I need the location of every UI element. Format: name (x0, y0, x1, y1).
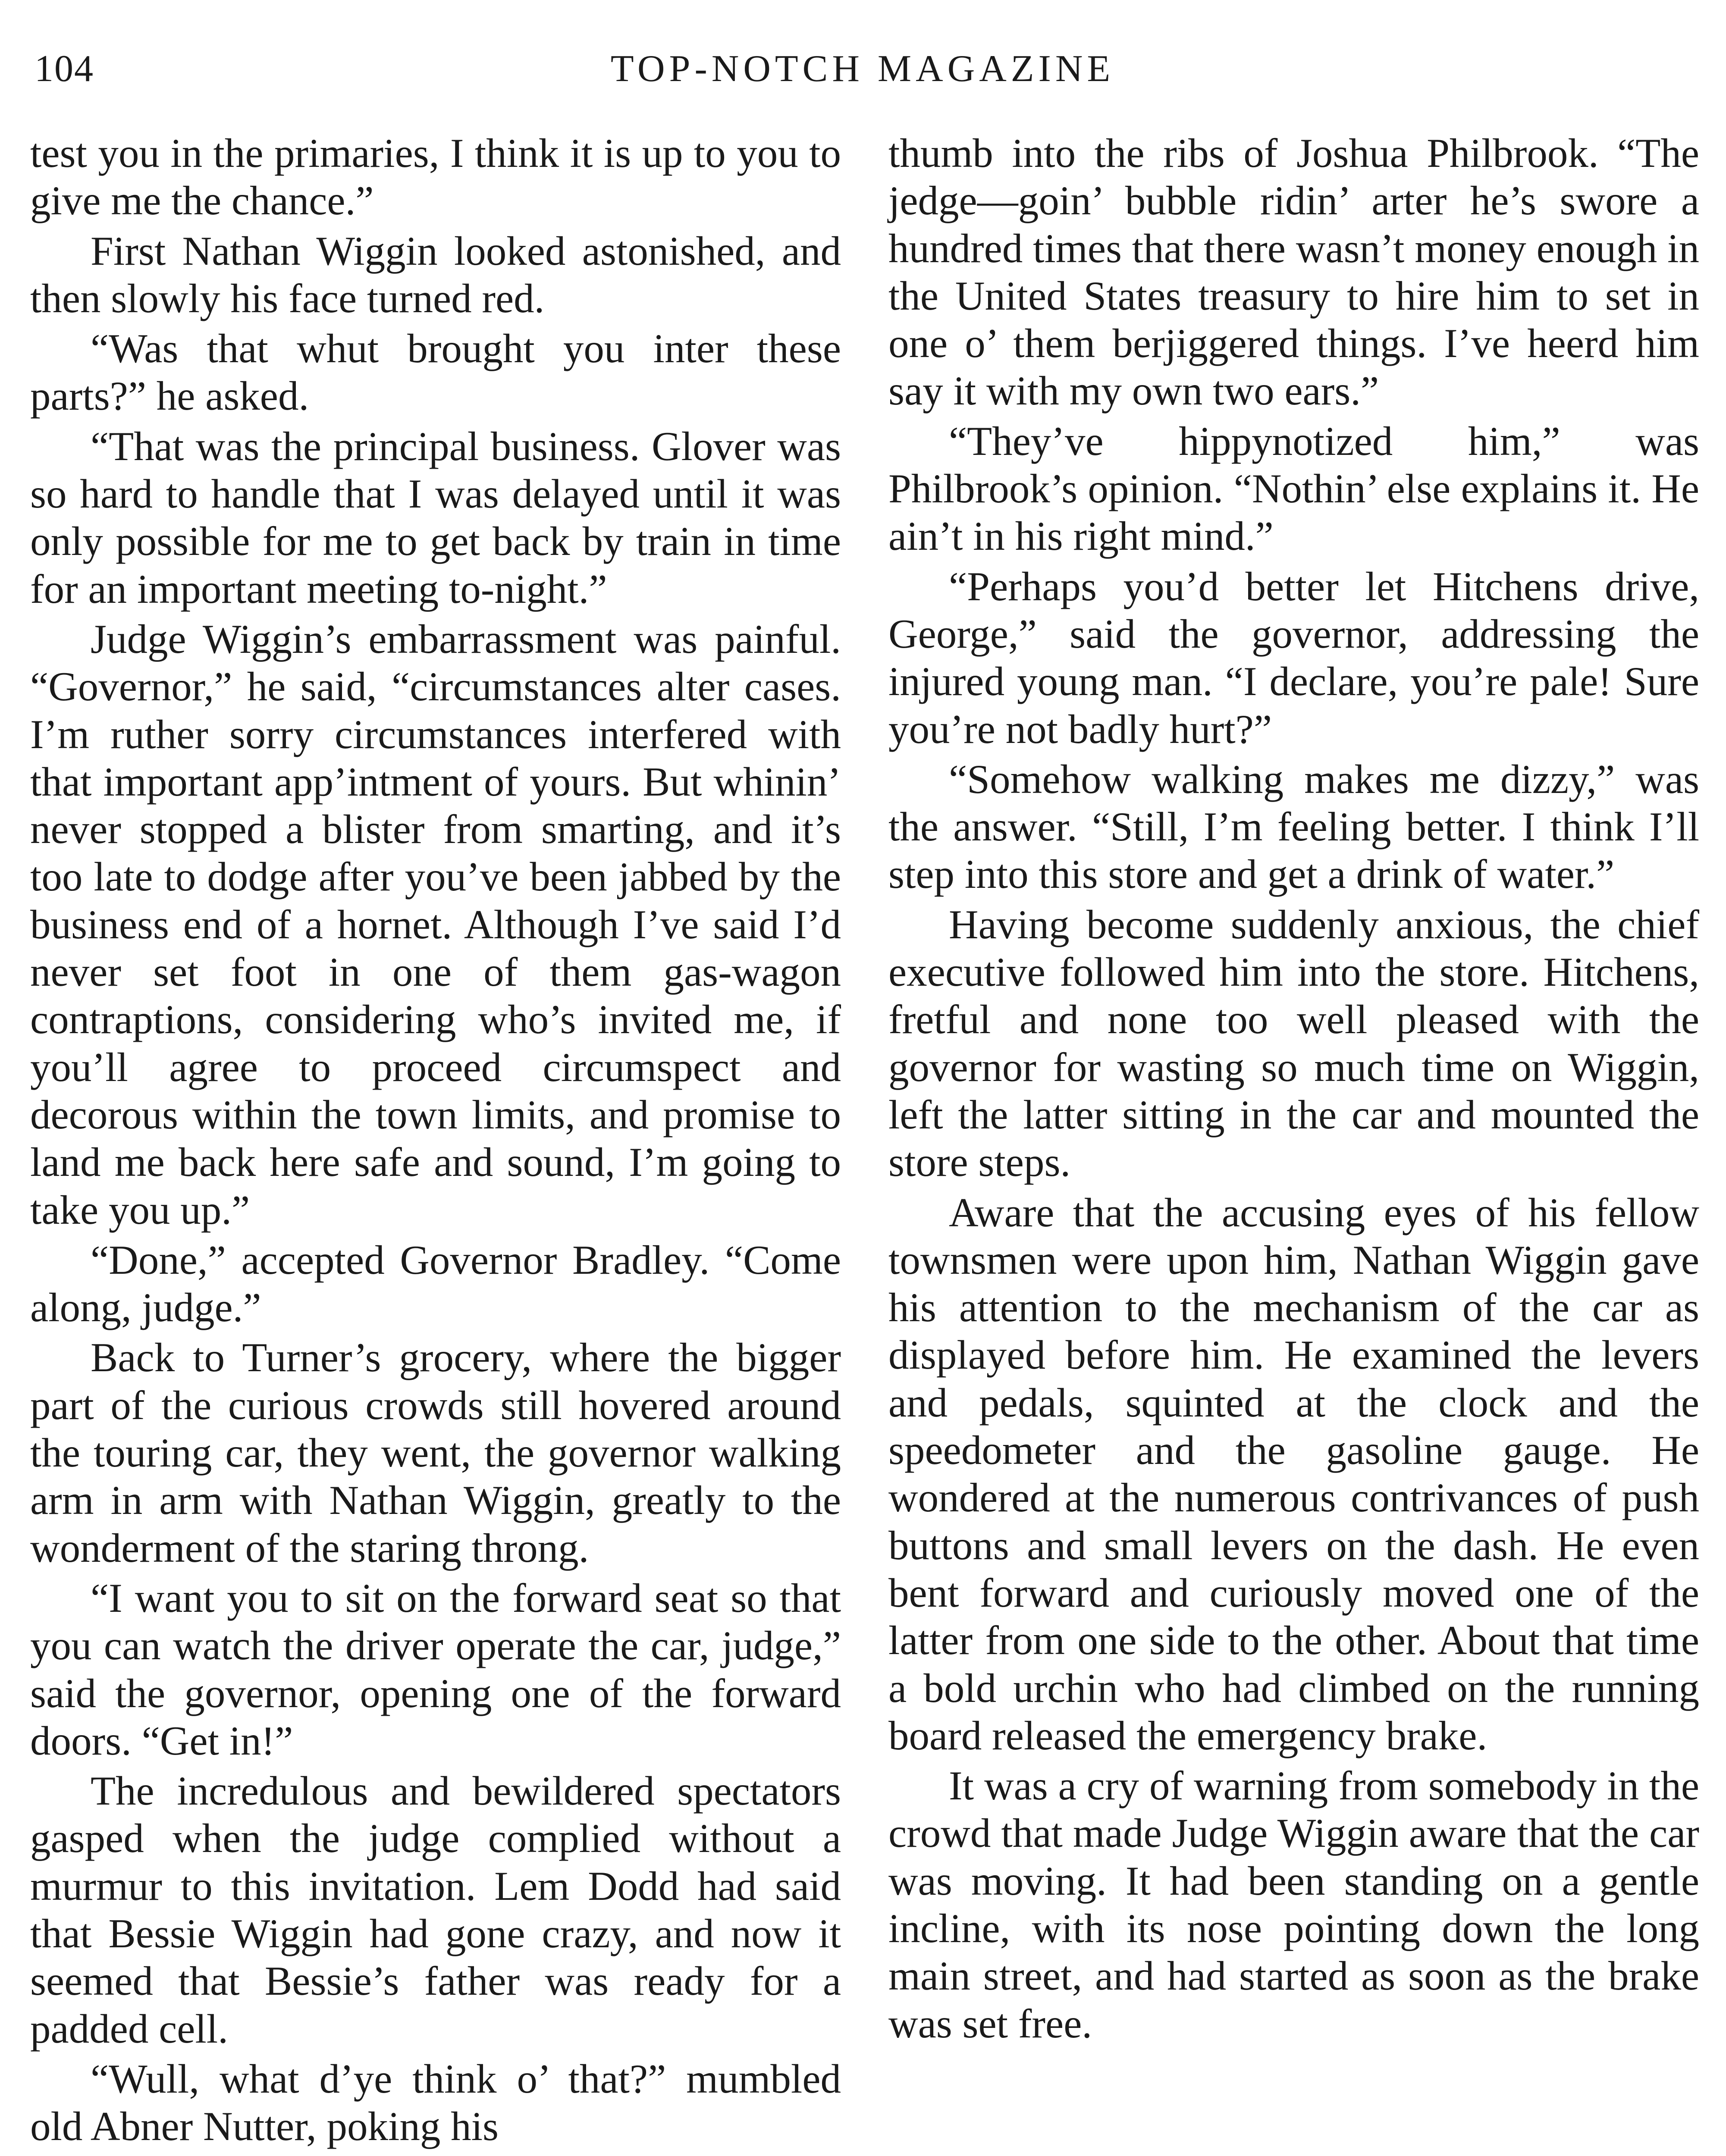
paragraph: “I want you to sit on the forward seat so that you can watch the driver operate the car, judge,” said the governor, opening one of the forward doors. “Get in!” (30, 1575, 841, 1764)
left-column (30, 129, 841, 2150)
page-header (35, 43, 1691, 103)
paragraph: thumb into the ribs of Joshua Philbrook. “The jedge—goin’ bubble ridin’ arter he’s swore a hundred times that there wasn’t money enough in the United States treasury to hire him to set in one o’ them berjiggered things. I’ve heerd him say it with my own two ears.” (888, 130, 1699, 414)
paragraph: test you in the primaries, I think it is up to you to give me the chance.” (30, 130, 841, 224)
right-column (888, 129, 1699, 2047)
paragraph: “Wull, what d’ye think o’ that?” mumbled old Abner Nutter, poking his (30, 2056, 841, 2150)
page-number: 104 (35, 48, 94, 90)
paragraph: “Done,” accepted Governor Bradley. “Come along, judge.” (30, 1237, 841, 1331)
paragraph: “Was that whut brought you inter these parts?” he asked. (30, 326, 841, 419)
paragraph: “They’ve hippynotized him,” was Philbrook’s opinion. “Nothin’ else explains it. He ain’t in his right mind.” (888, 418, 1699, 559)
paragraph: The incredulous and bewildered spectators gasped when the judge complied without a murmur to this invitation. Lem Dodd had said that Bessie Wiggin had gone crazy, and now it seemed that Bessie’s father was ready for a padded cell. (30, 1768, 841, 2052)
paragraph: Judge Wiggin’s embarrassment was painful. “Governor,” he said, “circumstances alter cases. I’m ruther sorry circumstances interfered with that important app’intment of yours. But whinin’ never stopped a blister from smarting, and it’s too late to dodge after you’ve been jabbed by the business end of a hornet. Although I’ve said I’d never set foot in one of them gas-wagon contraptions, considering who’s invited me, if you’ll agree to proceed circumspect and decorous within the town limits, and promise to land me back here safe and sound, I’m going to take you up.” (30, 616, 841, 1233)
paragraph: Having become suddenly anxious, the chief executive followed him into the store. Hitchens, fretful and none too well pleased with the governor for wasting so much time on Wiggin, left the latter sitting in the car and mounted the store steps. (888, 901, 1699, 1185)
paragraph: Aware that the accusing eyes of his fellow townsmen were upon him, Nathan Wiggin gave his attention to the mechanism of the car as displayed before him. He examined the levers and pedals, squinted at the clock and the speedometer and the gasoline gauge. He wondered at the numerous contrivances of push buttons and small levers on the dash. He even bent forward and curiously moved one of the latter from one side to the other. About that time a bold urchin who had climbed on the running board released the emergency brake. (888, 1189, 1699, 1758)
paragraph: First Nathan Wiggin looked astonished, and then slowly his face turned red. (30, 228, 841, 321)
paragraph: “That was the principal business. Glover was so hard to handle that I was delayed until it was only possible for me to get back by train in time for an important meeting to-night.” (30, 423, 841, 612)
paragraph: “Perhaps you’d better let Hitchens drive, George,” said the governor, addressing the injured young man. “I declare, you’re pale! Sure you’re not badly hurt?” (888, 563, 1699, 752)
paragraph: Back to Turner’s grocery, where the bigger part of the curious crowds still hovered around the touring car, they went, the governor walking arm in arm with Nathan Wiggin, greatly to the wonderment of the staring throng. (30, 1335, 841, 1571)
paragraph: “Somehow walking makes me dizzy,” was the answer. “Still, I’m feeling better. I think I’ll step into this store and get a drink of water.” (888, 756, 1699, 897)
running-head: TOP-NOTCH MAGAZINE (610, 48, 1115, 90)
paragraph: It was a cry of warning from somebody in the crowd that made Judge Wiggin aware that the car was moving. It had been standing on a gentle incline, with its nose pointing down the long main street, and had started as soon as the brake was set free. (888, 1763, 1699, 2046)
